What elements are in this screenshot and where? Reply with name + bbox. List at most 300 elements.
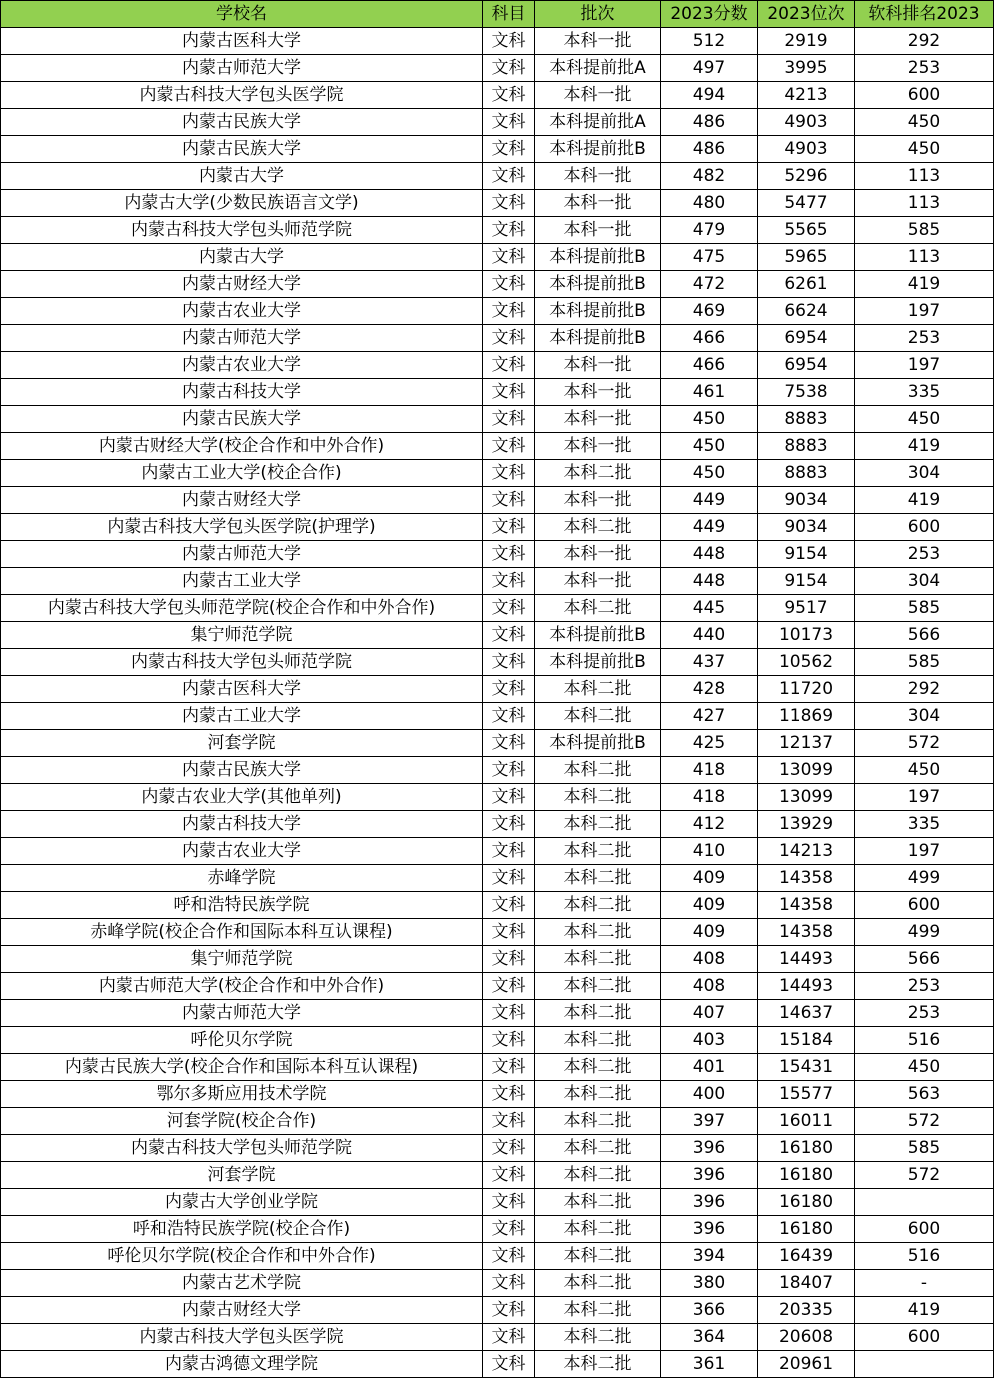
school-name-cell: 内蒙古工业大学 xyxy=(1,568,483,595)
score-cell: 486 xyxy=(661,109,758,136)
table-row xyxy=(1,379,994,406)
table-row xyxy=(1,892,994,919)
table-row xyxy=(1,136,994,163)
table-row xyxy=(1,460,994,487)
score-cell: 412 xyxy=(661,811,758,838)
subject-cell: 文科 xyxy=(483,1189,535,1216)
ruanke-rank-cell: 450 xyxy=(855,757,994,784)
score-cell: 475 xyxy=(661,244,758,271)
score-cell: 408 xyxy=(661,946,758,973)
ruanke-rank-cell: 499 xyxy=(855,919,994,946)
table-row xyxy=(1,55,994,82)
score-cell: 428 xyxy=(661,676,758,703)
school-name-cell: 内蒙古科技大学包头师范学院 xyxy=(1,1135,483,1162)
rank-cell: 14493 xyxy=(758,946,855,973)
batch-cell: 本科二批 xyxy=(535,1108,661,1135)
score-cell: 400 xyxy=(661,1081,758,1108)
ruanke-rank-cell: 516 xyxy=(855,1243,994,1270)
ruanke-rank-cell: 304 xyxy=(855,703,994,730)
ruanke-rank-cell: 197 xyxy=(855,352,994,379)
school-name-cell: 河套学院 xyxy=(1,1162,483,1189)
table-row xyxy=(1,217,994,244)
school-name-cell: 内蒙古师范大学 xyxy=(1,55,483,82)
rank-cell: 10173 xyxy=(758,622,855,649)
ruanke-rank-cell: 253 xyxy=(855,55,994,82)
rank-cell: 5565 xyxy=(758,217,855,244)
batch-cell: 本科二批 xyxy=(535,1243,661,1270)
school-name-cell: 内蒙古民族大学 xyxy=(1,406,483,433)
table-row xyxy=(1,838,994,865)
score-cell: 466 xyxy=(661,352,758,379)
school-name-cell: 赤峰学院(校企合作和国际本科互认课程) xyxy=(1,919,483,946)
rank-cell: 15184 xyxy=(758,1027,855,1054)
batch-cell: 本科提前批B xyxy=(535,325,661,352)
rank-cell: 14358 xyxy=(758,865,855,892)
subject-cell: 文科 xyxy=(483,352,535,379)
school-name-cell: 河套学院 xyxy=(1,730,483,757)
table-row xyxy=(1,433,994,460)
subject-cell: 文科 xyxy=(483,82,535,109)
batch-cell: 本科一批 xyxy=(535,163,661,190)
rank-cell: 14213 xyxy=(758,838,855,865)
batch-cell: 本科提前批B xyxy=(535,136,661,163)
rank-cell: 5965 xyxy=(758,244,855,271)
score-cell: 410 xyxy=(661,838,758,865)
rank-cell: 4903 xyxy=(758,136,855,163)
table-row xyxy=(1,865,994,892)
batch-cell: 本科二批 xyxy=(535,1054,661,1081)
batch-cell: 本科二批 xyxy=(535,460,661,487)
ruanke-rank-cell xyxy=(855,1189,994,1216)
table-row xyxy=(1,487,994,514)
batch-cell: 本科二批 xyxy=(535,1297,661,1324)
school-name-cell: 内蒙古农业大学 xyxy=(1,838,483,865)
batch-cell: 本科提前批B xyxy=(535,622,661,649)
school-name-cell: 内蒙古民族大学 xyxy=(1,109,483,136)
school-name-cell: 内蒙古财经大学 xyxy=(1,487,483,514)
batch-cell: 本科二批 xyxy=(535,1162,661,1189)
rank-cell: 8883 xyxy=(758,460,855,487)
school-name-cell: 内蒙古科技大学包头师范学院(校企合作和中外合作) xyxy=(1,595,483,622)
batch-cell: 本科提前批B xyxy=(535,730,661,757)
ruanke-rank-cell: 335 xyxy=(855,811,994,838)
rank-cell: 9154 xyxy=(758,541,855,568)
batch-cell: 本科提前批B xyxy=(535,271,661,298)
subject-cell: 文科 xyxy=(483,865,535,892)
batch-cell: 本科提前批A xyxy=(535,55,661,82)
school-name-cell: 内蒙古财经大学(校企合作和中外合作) xyxy=(1,433,483,460)
rank-cell: 14358 xyxy=(758,892,855,919)
ruanke-rank-cell: 304 xyxy=(855,460,994,487)
subject-cell: 文科 xyxy=(483,1000,535,1027)
score-cell: 408 xyxy=(661,973,758,1000)
table-row xyxy=(1,703,994,730)
school-name-cell: 内蒙古工业大学(校企合作) xyxy=(1,460,483,487)
score-cell: 482 xyxy=(661,163,758,190)
table-row xyxy=(1,1000,994,1027)
batch-cell: 本科二批 xyxy=(535,1351,661,1378)
rank-cell: 9154 xyxy=(758,568,855,595)
header-school-name: 学校名 xyxy=(1,1,483,28)
batch-cell: 本科二批 xyxy=(535,514,661,541)
rank-cell: 18407 xyxy=(758,1270,855,1297)
ruanke-rank-cell: 516 xyxy=(855,1027,994,1054)
table-row xyxy=(1,28,994,55)
ruanke-rank-cell: 585 xyxy=(855,595,994,622)
school-name-cell: 呼伦贝尔学院 xyxy=(1,1027,483,1054)
batch-cell: 本科二批 xyxy=(535,973,661,1000)
subject-cell: 文科 xyxy=(483,28,535,55)
rank-cell: 16180 xyxy=(758,1162,855,1189)
table-row xyxy=(1,1135,994,1162)
school-name-cell: 集宁师范学院 xyxy=(1,622,483,649)
rank-cell: 13099 xyxy=(758,757,855,784)
rank-cell: 9517 xyxy=(758,595,855,622)
rank-cell: 11869 xyxy=(758,703,855,730)
table-row xyxy=(1,1243,994,1270)
score-cell: 472 xyxy=(661,271,758,298)
batch-cell: 本科二批 xyxy=(535,865,661,892)
batch-cell: 本科二批 xyxy=(535,1270,661,1297)
score-cell: 364 xyxy=(661,1324,758,1351)
ruanke-rank-cell: 585 xyxy=(855,1135,994,1162)
ruanke-rank-cell: 450 xyxy=(855,1054,994,1081)
ruanke-rank-cell: 572 xyxy=(855,730,994,757)
school-name-cell: 呼伦贝尔学院(校企合作和中外合作) xyxy=(1,1243,483,1270)
score-cell: 461 xyxy=(661,379,758,406)
score-cell: 497 xyxy=(661,55,758,82)
rank-cell: 10562 xyxy=(758,649,855,676)
score-cell: 407 xyxy=(661,1000,758,1027)
ruanke-rank-cell: 419 xyxy=(855,487,994,514)
rank-cell: 9034 xyxy=(758,514,855,541)
school-name-cell: 内蒙古民族大学(校企合作和国际本科互认课程) xyxy=(1,1054,483,1081)
ruanke-rank-cell: 450 xyxy=(855,109,994,136)
table-row xyxy=(1,1216,994,1243)
table-row xyxy=(1,811,994,838)
table-row xyxy=(1,730,994,757)
score-cell: 418 xyxy=(661,757,758,784)
school-name-cell: 内蒙古科技大学 xyxy=(1,379,483,406)
table-row xyxy=(1,1270,994,1297)
table-row xyxy=(1,1027,994,1054)
table-row xyxy=(1,1297,994,1324)
subject-cell: 文科 xyxy=(483,1027,535,1054)
subject-cell: 文科 xyxy=(483,55,535,82)
score-cell: 396 xyxy=(661,1216,758,1243)
rank-cell: 11720 xyxy=(758,676,855,703)
batch-cell: 本科二批 xyxy=(535,892,661,919)
batch-cell: 本科二批 xyxy=(535,703,661,730)
table-row xyxy=(1,1054,994,1081)
batch-cell: 本科二批 xyxy=(535,676,661,703)
ruanke-rank-cell: 253 xyxy=(855,1000,994,1027)
score-cell: 409 xyxy=(661,865,758,892)
rank-cell: 8883 xyxy=(758,433,855,460)
subject-cell: 文科 xyxy=(483,460,535,487)
batch-cell: 本科二批 xyxy=(535,595,661,622)
score-cell: 448 xyxy=(661,568,758,595)
rank-cell: 7538 xyxy=(758,379,855,406)
subject-cell: 文科 xyxy=(483,649,535,676)
score-cell: 409 xyxy=(661,919,758,946)
score-cell: 494 xyxy=(661,82,758,109)
subject-cell: 文科 xyxy=(483,757,535,784)
ruanke-rank-cell: 563 xyxy=(855,1081,994,1108)
ruanke-rank-cell: 292 xyxy=(855,28,994,55)
subject-cell: 文科 xyxy=(483,406,535,433)
table-header xyxy=(1,1,994,28)
table-row xyxy=(1,244,994,271)
ruanke-rank-cell: - xyxy=(855,1270,994,1297)
school-name-cell: 内蒙古艺术学院 xyxy=(1,1270,483,1297)
rank-cell: 20961 xyxy=(758,1351,855,1378)
ruanke-rank-cell: 585 xyxy=(855,217,994,244)
ruanke-rank-cell: 600 xyxy=(855,1324,994,1351)
table-row xyxy=(1,82,994,109)
ruanke-rank-cell: 335 xyxy=(855,379,994,406)
ruanke-rank-cell: 113 xyxy=(855,190,994,217)
ruanke-rank-cell: 450 xyxy=(855,136,994,163)
rank-cell: 12137 xyxy=(758,730,855,757)
table-row xyxy=(1,109,994,136)
batch-cell: 本科一批 xyxy=(535,487,661,514)
batch-cell: 本科二批 xyxy=(535,1027,661,1054)
rank-cell: 6954 xyxy=(758,325,855,352)
ruanke-rank-cell: 419 xyxy=(855,1297,994,1324)
score-cell: 396 xyxy=(661,1135,758,1162)
score-cell: 449 xyxy=(661,487,758,514)
ruanke-rank-cell: 419 xyxy=(855,433,994,460)
ruanke-rank-cell: 197 xyxy=(855,838,994,865)
rank-cell: 4213 xyxy=(758,82,855,109)
score-cell: 396 xyxy=(661,1189,758,1216)
ruanke-rank-cell: 600 xyxy=(855,514,994,541)
batch-cell: 本科提前批B xyxy=(535,649,661,676)
table-row xyxy=(1,1324,994,1351)
school-name-cell: 内蒙古医科大学 xyxy=(1,676,483,703)
rank-cell: 6954 xyxy=(758,352,855,379)
subject-cell: 文科 xyxy=(483,163,535,190)
ruanke-rank-cell: 600 xyxy=(855,1216,994,1243)
ruanke-rank-cell: 572 xyxy=(855,1162,994,1189)
subject-cell: 文科 xyxy=(483,784,535,811)
school-name-cell: 内蒙古科技大学包头医学院 xyxy=(1,1324,483,1351)
score-cell: 440 xyxy=(661,622,758,649)
score-cell: 394 xyxy=(661,1243,758,1270)
header-score-2023: 2023分数 xyxy=(661,1,758,28)
batch-cell: 本科一批 xyxy=(535,541,661,568)
subject-cell: 文科 xyxy=(483,1162,535,1189)
header-subject: 科目 xyxy=(483,1,535,28)
header-rank-2023: 2023位次 xyxy=(758,1,855,28)
rank-cell: 20335 xyxy=(758,1297,855,1324)
rank-cell: 13099 xyxy=(758,784,855,811)
school-name-cell: 内蒙古科技大学 xyxy=(1,811,483,838)
table-row xyxy=(1,163,994,190)
subject-cell: 文科 xyxy=(483,136,535,163)
school-name-cell: 内蒙古大学创业学院 xyxy=(1,1189,483,1216)
subject-cell: 文科 xyxy=(483,703,535,730)
table-row xyxy=(1,298,994,325)
header-ruanke-rank-2023: 软科排名2023 xyxy=(855,1,994,28)
table-row xyxy=(1,271,994,298)
subject-cell: 文科 xyxy=(483,973,535,1000)
school-name-cell: 内蒙古科技大学包头师范学院 xyxy=(1,649,483,676)
rank-cell: 16011 xyxy=(758,1108,855,1135)
school-name-cell: 内蒙古科技大学包头医学院(护理学) xyxy=(1,514,483,541)
table-row xyxy=(1,595,994,622)
ruanke-rank-cell: 566 xyxy=(855,946,994,973)
subject-cell: 文科 xyxy=(483,676,535,703)
rank-cell: 14358 xyxy=(758,919,855,946)
rank-cell: 16180 xyxy=(758,1189,855,1216)
table-row xyxy=(1,514,994,541)
subject-cell: 文科 xyxy=(483,1108,535,1135)
table-row xyxy=(1,541,994,568)
subject-cell: 文科 xyxy=(483,541,535,568)
subject-cell: 文科 xyxy=(483,1297,535,1324)
rank-cell: 9034 xyxy=(758,487,855,514)
table-row xyxy=(1,973,994,1000)
rank-cell: 15577 xyxy=(758,1081,855,1108)
subject-cell: 文科 xyxy=(483,433,535,460)
school-name-cell: 内蒙古师范大学(校企合作和中外合作) xyxy=(1,973,483,1000)
school-name-cell: 内蒙古民族大学 xyxy=(1,757,483,784)
batch-cell: 本科提前批A xyxy=(535,109,661,136)
subject-cell: 文科 xyxy=(483,487,535,514)
rank-cell: 3995 xyxy=(758,55,855,82)
table-row xyxy=(1,946,994,973)
subject-cell: 文科 xyxy=(483,811,535,838)
rank-cell: 16439 xyxy=(758,1243,855,1270)
school-name-cell: 内蒙古师范大学 xyxy=(1,541,483,568)
batch-cell: 本科二批 xyxy=(535,1216,661,1243)
table-row xyxy=(1,352,994,379)
batch-cell: 本科一批 xyxy=(535,433,661,460)
score-cell: 366 xyxy=(661,1297,758,1324)
school-name-cell: 内蒙古农业大学 xyxy=(1,298,483,325)
batch-cell: 本科一批 xyxy=(535,352,661,379)
score-cell: 448 xyxy=(661,541,758,568)
table-row xyxy=(1,919,994,946)
ruanke-rank-cell: 113 xyxy=(855,163,994,190)
school-name-cell: 内蒙古师范大学 xyxy=(1,325,483,352)
subject-cell: 文科 xyxy=(483,379,535,406)
subject-cell: 文科 xyxy=(483,838,535,865)
batch-cell: 本科一批 xyxy=(535,406,661,433)
subject-cell: 文科 xyxy=(483,1270,535,1297)
table-row xyxy=(1,1162,994,1189)
school-name-cell: 内蒙古农业大学 xyxy=(1,352,483,379)
subject-cell: 文科 xyxy=(483,271,535,298)
school-name-cell: 内蒙古工业大学 xyxy=(1,703,483,730)
subject-cell: 文科 xyxy=(483,1351,535,1378)
subject-cell: 文科 xyxy=(483,244,535,271)
ruanke-rank-cell: 292 xyxy=(855,676,994,703)
table-row xyxy=(1,325,994,352)
rank-cell: 5296 xyxy=(758,163,855,190)
school-name-cell: 赤峰学院 xyxy=(1,865,483,892)
ruanke-rank-cell xyxy=(855,1351,994,1378)
rank-cell: 13929 xyxy=(758,811,855,838)
score-cell: 479 xyxy=(661,217,758,244)
ruanke-rank-cell: 600 xyxy=(855,892,994,919)
table-row xyxy=(1,676,994,703)
table-row xyxy=(1,568,994,595)
school-name-cell: 内蒙古农业大学(其他单列) xyxy=(1,784,483,811)
batch-cell: 本科二批 xyxy=(535,1324,661,1351)
school-name-cell: 内蒙古科技大学包头医学院 xyxy=(1,82,483,109)
batch-cell: 本科一批 xyxy=(535,28,661,55)
score-cell: 437 xyxy=(661,649,758,676)
header-row xyxy=(1,1,994,28)
batch-cell: 本科一批 xyxy=(535,82,661,109)
school-name-cell: 内蒙古财经大学 xyxy=(1,1297,483,1324)
school-name-cell: 内蒙古鸿德文理学院 xyxy=(1,1351,483,1378)
ruanke-rank-cell: 572 xyxy=(855,1108,994,1135)
ruanke-rank-cell: 253 xyxy=(855,973,994,1000)
table-row xyxy=(1,1189,994,1216)
subject-cell: 文科 xyxy=(483,514,535,541)
school-name-cell: 内蒙古大学(少数民族语言文学) xyxy=(1,190,483,217)
rank-cell: 5477 xyxy=(758,190,855,217)
rank-cell: 14493 xyxy=(758,973,855,1000)
rank-cell: 2919 xyxy=(758,28,855,55)
school-name-cell: 呼和浩特民族学院(校企合作) xyxy=(1,1216,483,1243)
ruanke-rank-cell: 566 xyxy=(855,622,994,649)
batch-cell: 本科二批 xyxy=(535,1000,661,1027)
score-cell: 427 xyxy=(661,703,758,730)
score-cell: 486 xyxy=(661,136,758,163)
ruanke-rank-cell: 585 xyxy=(855,649,994,676)
batch-cell: 本科二批 xyxy=(535,784,661,811)
subject-cell: 文科 xyxy=(483,946,535,973)
school-name-cell: 呼和浩特民族学院 xyxy=(1,892,483,919)
table-row xyxy=(1,649,994,676)
subject-cell: 文科 xyxy=(483,919,535,946)
subject-cell: 文科 xyxy=(483,1243,535,1270)
rank-cell: 15431 xyxy=(758,1054,855,1081)
subject-cell: 文科 xyxy=(483,217,535,244)
score-cell: 401 xyxy=(661,1054,758,1081)
rank-cell: 8883 xyxy=(758,406,855,433)
score-cell: 450 xyxy=(661,433,758,460)
school-name-cell: 内蒙古民族大学 xyxy=(1,136,483,163)
batch-cell: 本科二批 xyxy=(535,919,661,946)
batch-cell: 本科二批 xyxy=(535,1189,661,1216)
score-cell: 445 xyxy=(661,595,758,622)
rank-cell: 4903 xyxy=(758,109,855,136)
batch-cell: 本科提前批B xyxy=(535,298,661,325)
ruanke-rank-cell: 253 xyxy=(855,325,994,352)
batch-cell: 本科一批 xyxy=(535,379,661,406)
score-cell: 380 xyxy=(661,1270,758,1297)
school-name-cell: 内蒙古科技大学包头师范学院 xyxy=(1,217,483,244)
school-name-cell: 内蒙古财经大学 xyxy=(1,271,483,298)
subject-cell: 文科 xyxy=(483,1324,535,1351)
subject-cell: 文科 xyxy=(483,325,535,352)
ruanke-rank-cell: 419 xyxy=(855,271,994,298)
score-cell: 418 xyxy=(661,784,758,811)
subject-cell: 文科 xyxy=(483,595,535,622)
ruanke-rank-cell: 197 xyxy=(855,784,994,811)
batch-cell: 本科二批 xyxy=(535,1135,661,1162)
rank-cell: 20608 xyxy=(758,1324,855,1351)
score-cell: 469 xyxy=(661,298,758,325)
batch-cell: 本科二批 xyxy=(535,757,661,784)
batch-cell: 本科一批 xyxy=(535,190,661,217)
